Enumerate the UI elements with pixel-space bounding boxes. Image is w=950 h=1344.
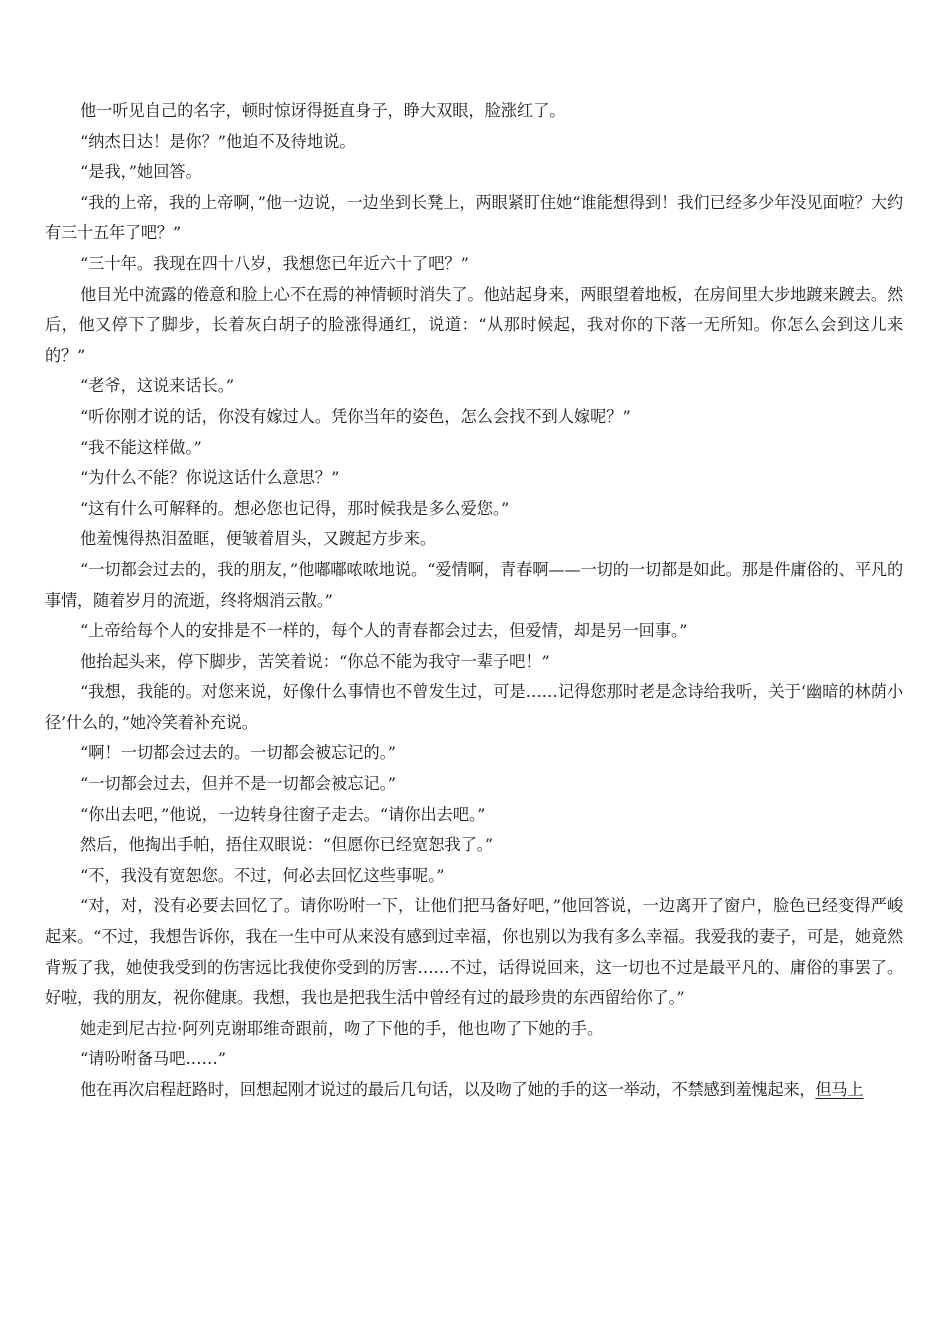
paragraph-11: “这有什么可解释的。想必您也记得，那时候我是多么爱您。” (80, 498, 510, 518)
paragraph-20: 然后，他掏出手帕，捂住双眼说：“但愿你已经宽恕我了。” (80, 835, 494, 855)
paragraph-7: “老爷，这说来话长。” (80, 376, 235, 396)
paragraph-8: “听你刚才说的话，你没有嫁过人。凭你当年的姿色，怎么会找不到人嫁呢？” (80, 406, 631, 426)
paragraph-21: “不，我没有宽恕您。不过，何必去回忆这些事呢。” (80, 865, 445, 885)
paragraph-10: “为什么不能？你说这话什么意思？” (80, 468, 340, 488)
paragraph-1: 他一听见自己的名字，顿时惊讶得挺直身子，睁大双眼，脸涨红了。 (80, 101, 566, 120)
paragraph-6: 他目光中流露的倦意和脸上心不在焉的神情顿时消失了。他站起身来，两眼望着地板，在房间里大步地踱来踱去。然后，他又停下了脚步，长着灰白胡子的脸涨得通红，说道：“从那时候起，我对你的下落一无所知。你怎么会到这儿来的？” (45, 284, 903, 365)
paragraph-14: “上帝给每个人的安排是不一样的，每个人的青春都会过去，但爱情，却是另一回事。” (80, 621, 688, 641)
paragraph-13: “一切都会过去的，我的朋友，”他嘟嘟哝哝地说。“爱情啊，青春啊——一切的一切都是如此。那是件庸俗的、平凡的事情，随着岁月的流逝，终将烟消云散。” (45, 559, 903, 610)
paragraph-2: “纳杰日达！是你？”他迫不及待地说。 (80, 131, 356, 151)
paragraph-23: 她走到尼古拉·阿列克谢耶维奇跟前，吻了下他的手，他也吻了下她的手。 (80, 1018, 604, 1038)
underlined-phrase: 但马上 (815, 1080, 864, 1099)
paragraph-15: 他抬起头来，停下脚步，苦笑着说：“你总不能为我守一辈子吧！” (80, 651, 550, 671)
paragraph-25 (45, 1075, 903, 1106)
paragraph-22: “对，对，没有必要去回忆了。请你吩咐一下，让他们把马备好吧，”他回答说，一边离开了窗户，脸色已经变得严峻起来。“不过，我想告诉你，我在一生中可从来没有感到过幸福，你也别以为我有多么幸福。我爱我的妻子，可是，她竟然背叛了我，她使我受到的伤害远比我使你受到的厉害……不过，话得说回来，这一切也不过是最平凡的、庸俗的事罢了。好啦，我的朋友，祝你健康。我想，我也是把我生活中曾经有过的最珍贵的东西留给你了。” (45, 896, 903, 1008)
paragraph-25-text: 他在再次启程赶路时，回想起刚才说过的最后几句话，以及吻了她的手的这一举动，不禁感到羞愧起来， (80, 1080, 816, 1099)
paragraph-24: “请吩咐备马吧……” (80, 1049, 227, 1069)
paragraph-18: “一切都会过去，但并不是一切都会被忘记。” (80, 774, 397, 794)
paragraph-19: “你出去吧，”他说，一边转身往窗子走去。“请你出去吧。” (80, 804, 486, 824)
paragraph-16: “我想，我能的。对您来说，好像什么事情也不曾发生过，可是……记得您那时老是念诗给我听，关于‘幽暗的林荫小径’什么的，”她冷笑着补充说。 (45, 682, 903, 732)
story-text (45, 96, 903, 1106)
paragraph-9: “我不能这样做。” (80, 437, 202, 457)
paragraph-12: 他羞愧得热泪盈眶，便皱着眉头，又踱起方步来。 (80, 529, 437, 549)
paragraph-5: “三十年。我现在四十八岁，我想您已年近六十了吧？” (80, 253, 469, 273)
paragraph-4: “我的上帝，我的上帝啊，”他一边说，一边坐到长凳上，两眼紧盯住她“谁能想得到！我们已经多少年没见面啦？大约有三十五年了吧？” (45, 192, 903, 243)
paragraph-3: “是我，”她回答。 (80, 162, 202, 182)
paragraph-17: “啊！一切都会过去的。一切都会被忘记的。” (80, 743, 397, 763)
